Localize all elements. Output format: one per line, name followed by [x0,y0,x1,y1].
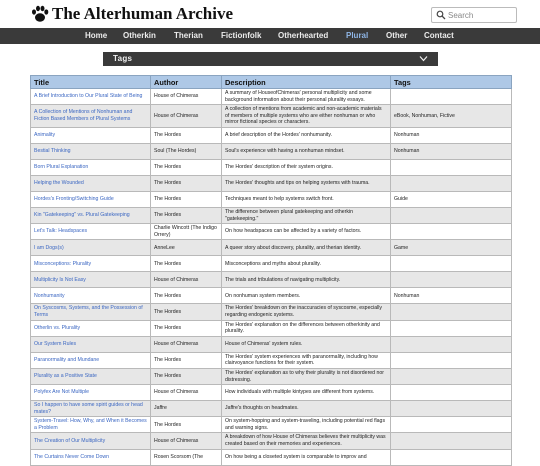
nav-otherhearted[interactable]: Otherhearted [278,31,329,40]
row-title-link[interactable]: Nonhumanity [31,288,151,304]
tags-label: Tags [113,54,133,63]
row-tags [391,89,512,105]
table-row [31,191,512,207]
header-description: Description [222,76,391,89]
row-tags: Game [391,240,512,256]
row-tags [391,224,512,240]
row-author: Charlie Wincott (The Indigo Orrery) [151,224,222,240]
row-title-link[interactable]: Misconceptions: Plurality [31,256,151,272]
table-row [31,320,512,336]
row-author: The Hordes [151,352,222,368]
row-author: The Hordes [151,191,222,207]
row-description: House of Chimeras' system rules. [222,336,391,352]
row-description: A collection of mentions from academic and non-academic materials of members of multiple systems who are either nonhuman or who mirror fictional species or characters. [222,105,391,128]
row-author: Jaffre [151,401,222,417]
table-row [31,256,512,272]
row-author: House of Chimeras [151,89,222,105]
row-tags [391,385,512,401]
row-title-link[interactable]: Paranormality and Mundane [31,352,151,368]
row-tags: eBook, Nonhuman, Fictive [391,105,512,128]
row-author: The Hordes [151,320,222,336]
nav-plural[interactable]: Plural [346,31,369,40]
row-title-link[interactable]: Born Plural Explanation [31,159,151,175]
row-title-link[interactable]: Let's Talk: Headspaces [31,224,151,240]
row-tags: Guide [391,191,512,207]
site-header [0,0,540,28]
table-row [31,175,512,191]
header-tags: Tags [391,76,512,89]
table-row [31,89,512,105]
row-tags [391,417,512,433]
row-author: The Hordes [151,256,222,272]
table-row [31,105,512,128]
row-author: The Hordes [151,159,222,175]
header-author: Author [151,76,222,89]
row-tags [391,449,512,465]
table-row [31,385,512,401]
row-title-link[interactable]: Helping the Wounded [31,175,151,191]
row-tags [391,401,512,417]
row-author: The Hordes [151,127,222,143]
row-title-link[interactable]: Our System Rules [31,336,151,352]
nav-otherkin[interactable]: Otherkin [123,31,156,40]
row-description: On nonhuman system members. [222,288,391,304]
row-tags [391,336,512,352]
nav-other[interactable]: Other [386,31,408,40]
row-author: House of Chimeras [151,433,222,449]
row-description: The Hordes' breakdown on the inaccuracies of syscosme, especially regarding endogenic systems. [222,304,391,320]
row-description: On how headspaces can be affected by a variety of factors. [222,224,391,240]
row-tags [391,272,512,288]
table-row [31,224,512,240]
row-description: The Hordes' system experiences with paranormality, including how clairvoyance functions for their system. [222,352,391,368]
table-row [31,143,512,159]
row-author: House of Chimeras [151,105,222,128]
row-author: Soul (The Hordes) [151,143,222,159]
row-description: The Hordes' explanation on the differences between otherkinity and plurality. [222,320,391,336]
row-author: Rosen Scorsom (The [151,449,222,465]
nav-fictionfolk[interactable]: Fictionfolk [221,31,262,40]
row-description: The Hordes' thoughts and tips on helping systems with trauma. [222,175,391,191]
row-description: Soul's experience with having a nonhuman mindset. [222,143,391,159]
row-author: AnneLee [151,240,222,256]
row-title-link[interactable]: On Syscosms, Systems, and the Possession of Terms [31,304,151,320]
search-box[interactable] [431,7,517,23]
row-description: The difference between plural gatekeeping and otherkin "gatekeeping." [222,207,391,223]
table-body [31,89,512,466]
row-tags [391,304,512,320]
row-title-link[interactable]: The Curtains Never Come Down [31,449,151,465]
row-author: House of Chimeras [151,272,222,288]
table-row [31,368,512,384]
row-tags: Nonhuman [391,143,512,159]
paw-icon[interactable] [30,4,50,24]
essay-table [30,75,512,466]
table-row [31,304,512,320]
table-row [31,127,512,143]
nav-therian[interactable]: Therian [174,31,203,40]
header-title: Title [31,76,151,89]
essay-table-wrapper [30,75,511,460]
row-title-link[interactable]: Bestial Thinking [31,143,151,159]
row-tags [391,352,512,368]
row-description: On how being a closeted system is comparable to improv and [222,449,391,465]
table-row [31,449,512,465]
row-title-link[interactable]: Plurality as a Positive State [31,368,151,384]
row-description: A summary of HouseofChimeras' personal multiplicity and some background information about their personal plurality essays. [222,89,391,105]
row-author: The Hordes [151,288,222,304]
row-title-link[interactable]: Animality [31,127,151,143]
row-tags [391,320,512,336]
row-description: A queer story about discovery, plurality, and therian identity. [222,240,391,256]
row-tags [391,207,512,223]
row-description: A breakdown of how House of Chimeras believes their multiplicity was created based on their memories and experiences. [222,433,391,449]
row-author: House of Chimeras [151,336,222,352]
nav-home[interactable]: Home [85,31,108,40]
table-row [31,207,512,223]
nav-contact[interactable]: Contact [424,31,454,40]
row-description: Misconceptions and myths about plurality. [222,256,391,272]
table-row [31,336,512,352]
table-row [31,272,512,288]
row-tags [391,433,512,449]
tags-dropdown[interactable] [103,52,438,66]
site-title[interactable]: The Alterhuman Archive [52,4,234,23]
row-title-link[interactable]: System-Travel: How, Why, and When it Becomes a Problem [31,417,151,433]
row-author: House of Chimeras [151,385,222,401]
row-author: The Hordes [151,207,222,223]
table-row [31,288,512,304]
row-description: A brief description of the Hordes' nonhumanity. [222,127,391,143]
row-tags: Nonhuman [391,288,512,304]
search-input[interactable] [448,8,512,22]
row-title-link[interactable]: Otherlin vs. Plurality [31,320,151,336]
table-row [31,401,512,417]
row-author: The Hordes [151,417,222,433]
row-title-link[interactable]: Hordes's Fronting/Switching Guide [31,191,151,207]
row-description: The trials and tribulations of navigating multiplicity. [222,272,391,288]
row-description: Jaffre's thoughts on headmates. [222,401,391,417]
row-tags [391,256,512,272]
search-icon [436,10,446,20]
row-title-link[interactable]: I am Dogs(s) [31,240,151,256]
row-author: The Hordes [151,304,222,320]
row-tags [391,368,512,384]
row-description: The Hordes' description of their system origins. [222,159,391,175]
row-title-link[interactable]: A Collection of Mentions of Nonhuman and Fiction Based Members of Plural Systems [31,105,151,128]
table-header-row [31,76,512,89]
row-author: The Hordes [151,368,222,384]
row-tags [391,175,512,191]
row-tags: Nonhuman [391,127,512,143]
main-nav [0,28,540,44]
row-description: On system-hopping and system-traveling, including potential red flags and warning signs. [222,417,391,433]
row-description: How individuals with multiple kintypes are different from systems. [222,385,391,401]
row-description: Techniques meant to help systems switch front. [222,191,391,207]
row-author: The Hordes [151,175,222,191]
row-title-link[interactable]: The Creation of Our Multiplicity [31,433,151,449]
row-description: The Hordes' explanation as to why their plurality is not disordered nor distressing. [222,368,391,384]
row-title-link[interactable]: Kin "Gatekeeping" vs. Plural Gatekeeping [31,207,151,223]
row-tags [391,159,512,175]
table-row [31,417,512,433]
table-row [31,159,512,175]
row-title-link[interactable]: A Brief Introduction to Our Plural State of Being [31,89,151,105]
chevron-down-icon [419,55,428,62]
table-row [31,433,512,449]
row-title-link[interactable]: So I happen to have some spirit guides or head mates? [31,401,151,417]
table-row [31,240,512,256]
row-title-link[interactable]: Polyfex Are Not Multiple [31,385,151,401]
row-title-link[interactable]: Multiplicity Is Not Easy [31,272,151,288]
table-row [31,352,512,368]
